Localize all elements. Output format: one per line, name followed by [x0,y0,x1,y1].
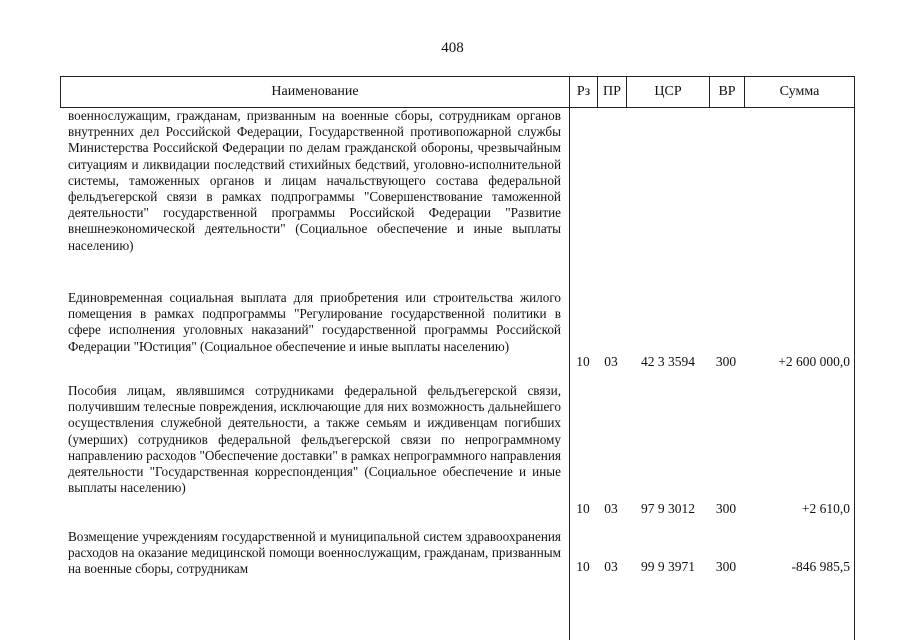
table-row-name: военнослужащим, гражданам, призванным на военные сборы, сотрудникам органов внутренних дел Российской Федерации, Государственной противопожарной службы Министерства Российской Федерации по делам гражданской обороны, чрезвычайным ситуациям и ликвидации последствий стихийных бедствий, уголовно-исполнительной системы, таможенных органов и лицам начальствующего состава федеральной фельдъегерской связи в рамках подпрограммы "Совершенствование таможенной деятельности" государственной программы Российской Федерации "Развитие внешнеэкономической деятельности" (Социальное обеспечение и иные выплаты населению) [68,108,561,253]
page-number: 408 [441,40,464,56]
table-row-pr: 03 [604,354,618,369]
table-row-vr: 300 [715,354,737,369]
table-row-rz: 10 [576,354,590,369]
table-row-vr: 300 [715,501,737,516]
table-right-border [854,107,855,640]
table-row-name: Пособия лицам, являвшимся сотрудниками федеральной фельдъегерской связи, получившим телесные повреждения, исключающие для них возможность дальнейшего осуществления служебной деятельности, а также семьям и иждивенцам погибших (умерших) сотрудников федеральной фельдъегерской связи по непрограммному направлению расходов "Обеспечение доставки" в рамках непрограммного направления деятельности "Государственная корреспонденция" (Социальное обеспечение и иные выплаты населению) [68,383,561,496]
table-row-csr: 97 9 3012 [641,501,695,516]
table-row-sum: +2 600 000,0 [778,354,850,369]
table-header [60,76,855,108]
budget-table [60,76,855,640]
header-vr: ВР [710,77,745,107]
table-row-pr: 03 [604,559,618,574]
table-row-pr: 03 [604,501,618,516]
table-row-csr: 42 3 3594 [641,354,695,369]
table-row-csr: 99 9 3971 [641,559,695,574]
table-row-sum: +2 610,0 [801,501,850,516]
header-sum: Сумма [779,84,820,99]
table-row-sum: -846 985,5 [791,559,850,574]
header-rz: Рз [570,77,598,107]
table-row-name: Единовременная социальная выплата для приобретения или строительства жилого помещения в рамках подпрограммы "Регулирование государственной политики в сфере исполнения уголовных наказаний" государственной программы Российской Федерации "Юстиция" (Социальное обеспечение и иные выплаты населению) [68,290,561,354]
table-row-vr: 300 [715,559,737,574]
table-row-rz: 10 [576,501,590,516]
header-pr: ПР [598,77,627,107]
table-row-name: Возмещение учреждениям государственной и муниципальной систем здравоохранения расходов на оказание медицинской помощи военнослужащим, гражданам, призванным на военные сборы, сотрудникам [68,529,561,577]
header-csr: ЦСР [627,77,710,107]
header-name: Наименование [61,77,570,107]
table-row-rz: 10 [576,559,590,574]
